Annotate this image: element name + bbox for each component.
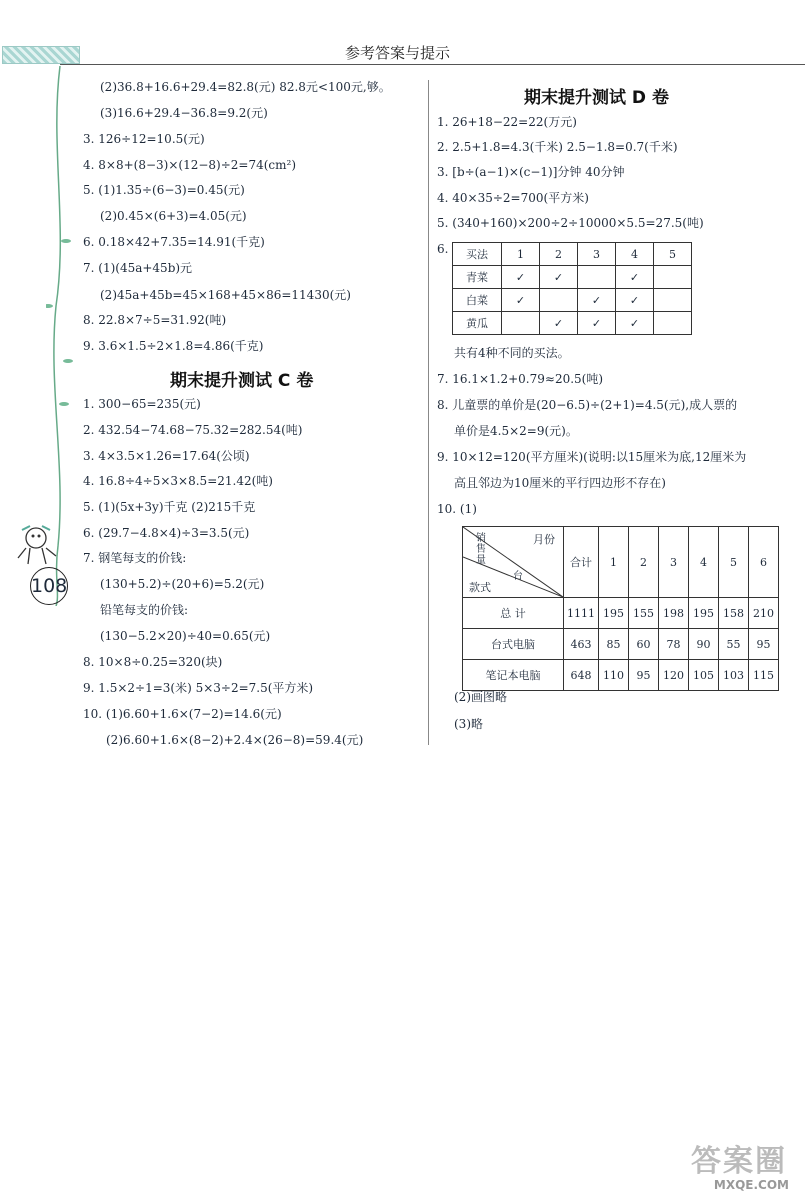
header-decoration	[2, 46, 80, 64]
table-row	[463, 598, 779, 629]
table-header-cell: 6	[749, 527, 779, 598]
sales-table	[462, 526, 779, 691]
table-row	[463, 660, 779, 691]
table-cell: 105	[689, 660, 719, 691]
check-cell	[654, 289, 692, 312]
corner-header-cell	[463, 527, 564, 598]
table-header-cell: 5	[719, 527, 749, 598]
table-row	[453, 266, 692, 289]
answer-line: 3. [b÷(a−1)×(c−1)]分钟 40分钟	[437, 165, 625, 179]
table-cell: 78	[659, 629, 689, 660]
answer-line: 7. 钢笔每支的价钱:	[83, 551, 187, 565]
table-cell: 210	[749, 598, 779, 629]
table-header-row	[463, 527, 779, 598]
table-cell: 463	[564, 629, 599, 660]
corner-sales-label: 销售量	[476, 533, 486, 566]
answer-line: 铅笔每支的价钱:	[100, 603, 189, 617]
check-cell: ✓	[540, 266, 578, 289]
table-header-cell: 3	[578, 243, 616, 266]
answer-line: 2. 432.54−74.68−75.32=282.54(吨)	[83, 423, 303, 437]
check-cell: ✓	[502, 289, 540, 312]
corner-month-label: 月份	[533, 533, 555, 546]
answer-line: 8. 10×8÷0.25=320(块)	[83, 655, 223, 669]
answer-line: (2)画图略	[454, 690, 507, 704]
check-cell	[654, 312, 692, 335]
table-cell: 155	[629, 598, 659, 629]
corner-unit-label: 台	[513, 571, 523, 582]
table-header-cell: 2	[629, 527, 659, 598]
answer-line: (3)16.6+29.4−36.8=9.2(元)	[100, 106, 268, 120]
page-number: 108	[30, 567, 68, 605]
table-cell: 198	[659, 598, 689, 629]
row-label: 白菜	[453, 289, 502, 312]
answer-line: 单价是4.5×2=9(元)。	[454, 424, 578, 438]
purchase-options-table	[452, 242, 692, 335]
page-header-title: 参考答案与提示	[345, 44, 451, 62]
answer-line: (130−5.2×20)÷40=0.65(元)	[100, 629, 271, 643]
table-row	[453, 289, 692, 312]
table-row	[463, 629, 779, 660]
row-label: 黄瓜	[453, 312, 502, 335]
table-cell: 95	[749, 629, 779, 660]
answer-line: 5. (340+160)×200÷2÷10000×5.5=27.5(吨)	[437, 216, 704, 230]
answer-line: 6. (29.7−4.8×4)÷3=3.5(元)	[83, 526, 250, 540]
answer-line: 7. (1)(45a+45b)元	[83, 261, 193, 275]
table-cell: 158	[719, 598, 749, 629]
table-header-cell: 3	[659, 527, 689, 598]
answer-line: 2. 2.5+1.8=4.3(千米) 2.5−1.8=0.7(千米)	[437, 140, 678, 154]
header-rule	[60, 64, 805, 65]
answer-line: 高且邻边为10厘米的平行四边形不存在)	[454, 476, 666, 490]
table-header-cell: 合计	[564, 527, 599, 598]
table-cell: 95	[629, 660, 659, 691]
answer-line: 9. 3.6×1.5÷2×1.8=4.86(千克)	[83, 339, 264, 353]
row-label: 总 计	[463, 598, 564, 629]
table-cell: 648	[564, 660, 599, 691]
answer-line: 9. 10×12=120(平方厘米)(说明:以15厘米为底,12厘米为	[437, 450, 747, 464]
answer-line: 8. 儿童票的单价是(20−6.5)÷(2+1)=4.5(元),成人票的	[437, 398, 738, 412]
check-cell: ✓	[578, 312, 616, 335]
table-cell: 195	[599, 598, 629, 629]
answer-note: 共有4种不同的买法。	[454, 346, 570, 360]
table-header-cell: 1	[599, 527, 629, 598]
answer-line: (2)0.45×(6+3)=4.05(元)	[100, 209, 247, 223]
table-cell: 85	[599, 629, 629, 660]
answer-line: (2)6.60+1.6×(8−2)+2.4×(26−8)=59.4(元)	[106, 733, 364, 747]
table-header-cell: 4	[616, 243, 654, 266]
table-cell: 103	[719, 660, 749, 691]
answer-line: 5. (1)(5x+3y)千克 (2)215千克	[83, 500, 256, 514]
answer-line: 10. (1)6.60+1.6×(7−2)=14.6(元)	[83, 707, 282, 721]
answer-line: 10. (1)	[437, 502, 477, 516]
check-cell	[540, 289, 578, 312]
check-cell: ✓	[502, 266, 540, 289]
answer-line: 7. 16.1×1.2+0.79≈20.5(吨)	[437, 372, 604, 386]
answer-line: 4. 16.8÷4÷5×3×8.5=21.42(吨)	[83, 474, 273, 488]
check-cell: ✓	[616, 312, 654, 335]
watermark-logo: 答案圈	[691, 1144, 787, 1179]
watermark-url: MXQE.COM	[713, 1178, 789, 1192]
answer-line: 3. 4×3.5×1.26=17.64(公顷)	[83, 449, 250, 463]
table-cell: 55	[719, 629, 749, 660]
check-cell: ✓	[540, 312, 578, 335]
table-row	[453, 312, 692, 335]
check-cell	[654, 266, 692, 289]
table-header-row	[453, 243, 692, 266]
answer-line: 3. 126÷12=10.5(元)	[83, 132, 205, 146]
cartoon-character-icon	[8, 518, 68, 568]
row-label: 青菜	[453, 266, 502, 289]
check-cell: ✓	[616, 289, 654, 312]
answer-line: 8. 22.8×7÷5=31.92(吨)	[83, 313, 227, 327]
answer-line: 6. 0.18×42+7.35=14.91(千克)	[83, 235, 265, 249]
table-header-cell: 1	[502, 243, 540, 266]
answer-line: (3)略	[454, 717, 483, 731]
check-cell: ✓	[578, 289, 616, 312]
question-6-label: 6.	[437, 242, 449, 256]
check-cell	[578, 266, 616, 289]
table-header-cell: 5	[654, 243, 692, 266]
section-c-title: 期末提升测试 C 卷	[170, 371, 314, 391]
answer-line: 1. 26+18−22=22(万元)	[437, 115, 577, 129]
row-label: 台式电脑	[463, 629, 564, 660]
column-divider	[428, 80, 429, 745]
section-d-title: 期末提升测试 D 卷	[524, 88, 669, 108]
answer-line: 4. 8×8+(8−3)×(12−8)÷2=74(cm²)	[83, 158, 296, 172]
table-cell: 195	[689, 598, 719, 629]
table-header-cell: 2	[540, 243, 578, 266]
row-label: 笔记本电脑	[463, 660, 564, 691]
table-cell: 115	[749, 660, 779, 691]
table-header-cell: 买法	[453, 243, 502, 266]
answer-line: 5. (1)1.35÷(6−3)=0.45(元)	[83, 183, 245, 197]
answer-line: (2)36.8+16.6+29.4=82.8(元) 82.8元<100元,够。	[100, 80, 391, 94]
table-cell: 1111	[564, 598, 599, 629]
answer-line: 1. 300−65=235(元)	[83, 397, 201, 411]
table-cell: 110	[599, 660, 629, 691]
table-cell: 60	[629, 629, 659, 660]
answer-line: 4. 40×35÷2=700(平方米)	[437, 191, 589, 205]
answer-line: 9. 1.5×2÷1=3(米) 5×3÷2=7.5(平方米)	[83, 681, 314, 695]
corner-model-label: 款式	[469, 581, 491, 594]
check-cell: ✓	[616, 266, 654, 289]
answer-line: (2)45a+45b=45×168+45×86=11430(元)	[100, 288, 351, 302]
answer-line: (130+5.2)÷(20+6)=5.2(元)	[100, 577, 265, 591]
check-cell	[502, 312, 540, 335]
table-cell: 120	[659, 660, 689, 691]
table-cell: 90	[689, 629, 719, 660]
table-header-cell: 4	[689, 527, 719, 598]
